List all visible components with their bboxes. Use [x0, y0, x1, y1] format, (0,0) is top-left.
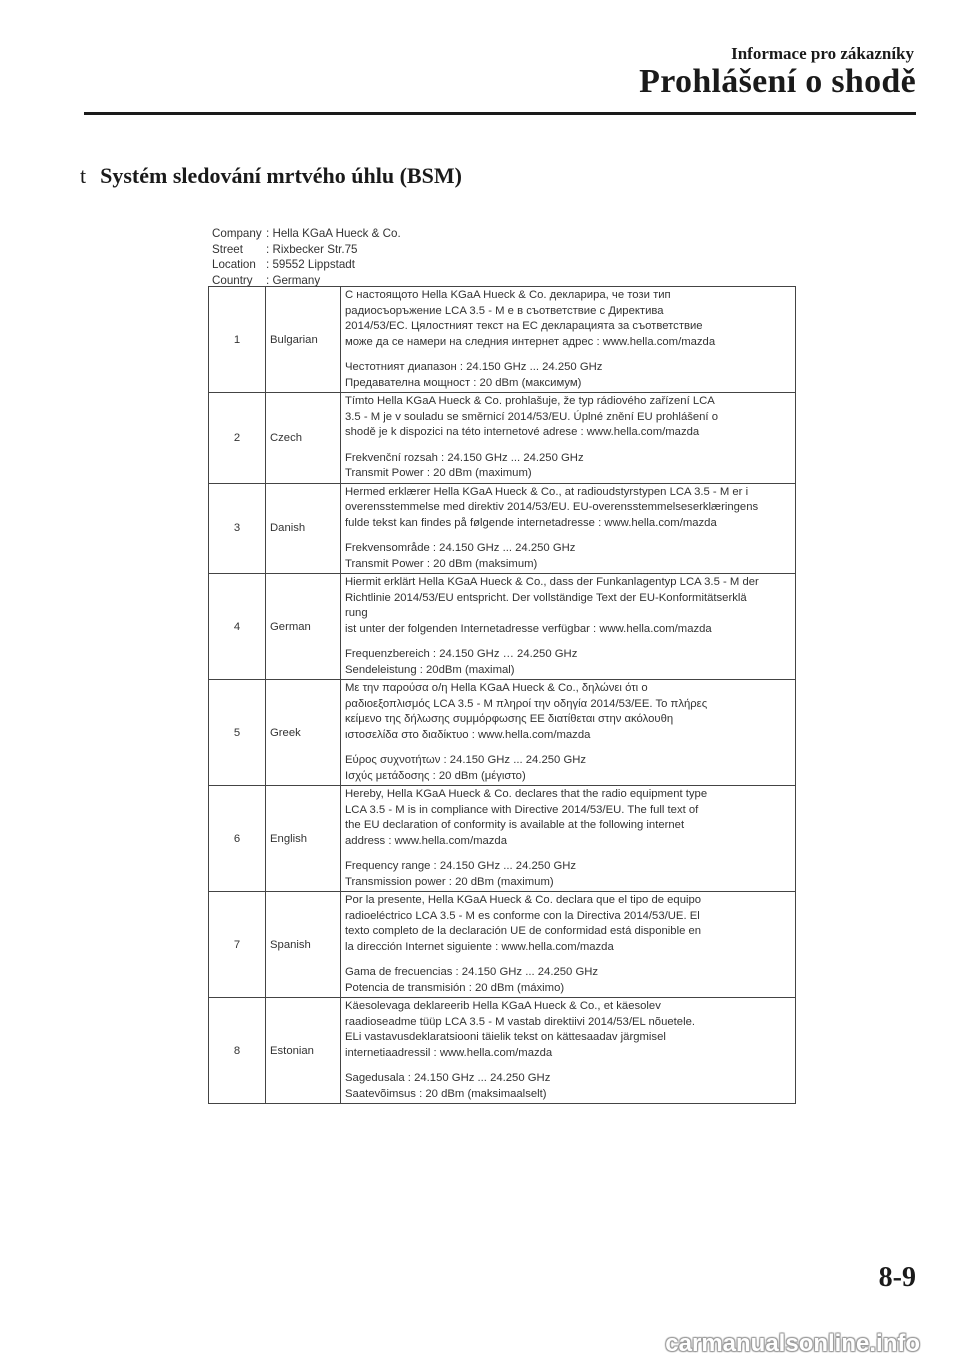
line-gap — [345, 1061, 792, 1071]
declaration-line: Με την παρούσα ο/η Hella KGaA Hueck & Co., δηλώνει ότι ο — [345, 682, 648, 694]
declaration-line: Hereby, Hella KGaA Hueck & Co. declares that the radio equipment type — [345, 788, 708, 800]
declaration-line: Käesolevaga deklareerib Hella KGaA Hueck & Co., et käesolev — [345, 1000, 661, 1012]
declaration-line: Frequency range : 24.150 GHz ... 24.250 GHz — [345, 860, 577, 872]
table-row — [209, 574, 796, 680]
row-language: German — [266, 574, 341, 680]
line-gap — [345, 531, 792, 541]
declaration-line: address : www.hella.com/mazda — [345, 834, 507, 847]
section-heading — [80, 163, 462, 189]
table-row — [209, 786, 796, 892]
row-number: 8 — [209, 998, 266, 1104]
table-row — [209, 998, 796, 1104]
company-info-row — [212, 242, 401, 258]
declaration-line: може да се намери на следния интернет адрес : www.hella.com/mazda — [345, 335, 716, 348]
row-language: English — [266, 786, 341, 892]
watermark: carmanualsonline.info — [665, 1330, 920, 1357]
table-row — [209, 680, 796, 786]
header-divider — [84, 112, 916, 115]
row-declaration-text — [341, 483, 796, 574]
declaration-line: Εύρος συχνοτήτων : 24.150 GHz ... 24.250 GHz — [345, 754, 587, 766]
declaration-line: Transmission power : 20 dBm (maximum) — [345, 875, 554, 888]
declaration-line: Gama de frecuencias : 24.150 GHz ... 24.250 GHz — [345, 966, 599, 978]
line-gap — [345, 849, 792, 859]
row-language: Bulgarian — [266, 287, 341, 393]
company-info-key: Location — [212, 258, 256, 271]
declaration-line: Transmit Power : 20 dBm (maximum) — [345, 467, 532, 479]
declaration-line: Richtlinie 2014/53/EU entspricht. Der vollständige Text der EU-Konformitätserklä — [345, 591, 747, 604]
chapter-subtitle: Informace pro zákazníky — [731, 44, 914, 63]
declaration-line: la dirección Internet siguiente : www.hella.com/mazda — [345, 940, 614, 953]
table-row — [209, 892, 796, 998]
declaration-line: Frequenzbereich : 24.150 GHz … 24.250 GHz — [345, 648, 578, 660]
row-number: 1 — [209, 287, 266, 393]
table-row — [209, 287, 796, 393]
row-declaration-text — [341, 574, 796, 680]
declaration-line: Frekvenční rozsah : 24.150 GHz ... 24.250 GHz — [345, 451, 584, 464]
declaration-line: Transmit Power : 20 dBm (maksimum) — [345, 557, 538, 570]
declaration-line: Frekvensområde : 24.150 GHz ... 24.250 GHz — [345, 542, 576, 554]
row-declaration-text — [341, 892, 796, 998]
declaration-line: Sendeleistung : 20dBm (maximal) — [345, 663, 515, 676]
row-declaration-text — [341, 680, 796, 786]
row-language: Czech — [266, 393, 341, 484]
declaration-line: LCA 3.5 - M is in compliance with Directive 2014/53/EU. The full text of — [345, 803, 699, 816]
row-number: 6 — [209, 786, 266, 892]
row-language: Spanish — [266, 892, 341, 998]
company-info-row — [212, 257, 401, 273]
company-info-key: Country — [212, 273, 253, 287]
declaration-line: ιστοσελίδα στο διαδίκτυο : www.hella.com/mazda — [345, 728, 591, 741]
declaration-table — [208, 286, 796, 1104]
table-row — [209, 393, 796, 484]
declaration-line: texto completo de la declaración UE de conformidad está disponible en — [345, 925, 702, 937]
row-number: 7 — [209, 892, 266, 998]
line-gap — [345, 955, 792, 965]
declaration-line: fulde tekst kan findes på følgende internetadresse : www.hella.com/mazda — [345, 516, 717, 529]
company-info-key: Company — [212, 227, 262, 240]
row-number: 5 — [209, 680, 266, 786]
table-row — [209, 483, 796, 574]
declaration-line: Предавателна мощност : 20 dBm (максимум) — [345, 376, 582, 389]
declaration-line: С настоящото Hella KGaA Hueck & Co. декларира, че този тип — [345, 289, 671, 301]
declaration-line: internetiaadressil : www.hella.com/mazda — [345, 1046, 553, 1059]
declaration-line: Por la presente, Hella KGaA Hueck & Co. declara que el tipo de equipo — [345, 894, 702, 906]
row-number: 3 — [209, 483, 266, 574]
declaration-line: Tímto Hella KGaA Hueck & Co. prohlašuje, že typ rádiového zařízení LCA — [345, 395, 715, 407]
company-info-value: : Germany — [266, 273, 321, 287]
declaration-line: rung — [345, 607, 368, 619]
row-declaration-text — [341, 393, 796, 484]
company-info-key: Street — [212, 242, 243, 256]
declaration-line: Ισχύς μετάδοσης : 20 dBm (μέγιστο) — [345, 769, 526, 782]
line-gap — [345, 350, 792, 360]
declaration-line: Saatevõimsus : 20 dBm (maksimaalselt) — [345, 1087, 547, 1100]
declaration-line: shodě je k dispozici na této internetové adrese : www.hella.com/mazda — [345, 426, 700, 438]
section-title: Systém sledování mrtvého úhlu (BSM) — [100, 163, 462, 188]
company-info-value: : 59552 Lippstadt — [266, 258, 355, 271]
line-gap — [345, 441, 792, 451]
line-gap — [345, 743, 792, 753]
declaration-line: Potencia de transmisión : 20 dBm (máximo) — [345, 981, 565, 994]
row-number: 4 — [209, 574, 266, 680]
declaration-line: ELi vastavusdeklaratsiooni täielik tekst on kättesaadav järgmisel — [345, 1031, 666, 1043]
row-declaration-text — [341, 287, 796, 393]
company-info — [212, 226, 401, 288]
company-info-value: : Hella KGaA Hueck & Co. — [266, 227, 401, 240]
section-bullet-icon: t — [80, 163, 87, 188]
line-gap — [345, 637, 792, 647]
declaration-line: ραδιοεξοπλισμός LCA 3.5 - M πληροί την οδηγία 2014/53/ΕΕ. Το πλήρες — [345, 697, 708, 710]
declaration-line: 2014/53/ЕС. Цялостният текст на ЕС декларацията за съответствие — [345, 320, 703, 332]
company-info-row — [212, 226, 401, 242]
declaration-line: overensstemmelse med direktiv 2014/53/EU. EU-overensstemmelseserklæringens — [345, 501, 759, 513]
page-number: 8-9 — [878, 1262, 916, 1293]
declaration-line: Честотният диапазон : 24.150 GHz ... 24.250 GHz — [345, 361, 603, 373]
company-info-value: : Rixbecker Str.75 — [266, 242, 358, 256]
declaration-line: радиосъоръжение LCA 3.5 - M е в съответствие с Директива — [345, 304, 664, 317]
declaration-line: 3.5 - M je v souladu se směrnicí 2014/53/EU. Úplné znění EU prohlášení o — [345, 410, 718, 423]
declaration-line: Sagedusala : 24.150 GHz ... 24.250 GHz — [345, 1072, 551, 1084]
declaration-line: the EU declaration of conformity is available at the following internet — [345, 819, 685, 831]
declaration-line: raadioseadme tüüp LCA 3.5 - M vastab direktiivi 2014/53/EL nõuetele. — [345, 1015, 695, 1028]
row-declaration-text — [341, 998, 796, 1104]
row-language: Danish — [266, 483, 341, 574]
declaration-line: Hiermit erklärt Hella KGaA Hueck & Co., dass der Funkanlagentyp LCA 3.5 - M der — [345, 576, 759, 588]
row-language: Estonian — [266, 998, 341, 1104]
row-declaration-text — [341, 786, 796, 892]
declaration-line: ist unter der folgenden Internetadresse verfügbar : www.hella.com/mazda — [345, 622, 712, 635]
row-language: Greek — [266, 680, 341, 786]
declaration-line: κείμενο της δήλωσης συμμόρφωσης ΕΕ διατίθεται στην ακόλουθη — [345, 713, 674, 725]
declaration-line: radioeléctrico LCA 3.5 - M es conforme con la Directiva 2014/53/UE. El — [345, 909, 700, 922]
page-title: Prohlášení o shodě — [639, 63, 916, 100]
row-number: 2 — [209, 393, 266, 484]
declaration-line: Hermed erklærer Hella KGaA Hueck & Co., at radioudstyrstypen LCA 3.5 - M er i — [345, 485, 749, 498]
